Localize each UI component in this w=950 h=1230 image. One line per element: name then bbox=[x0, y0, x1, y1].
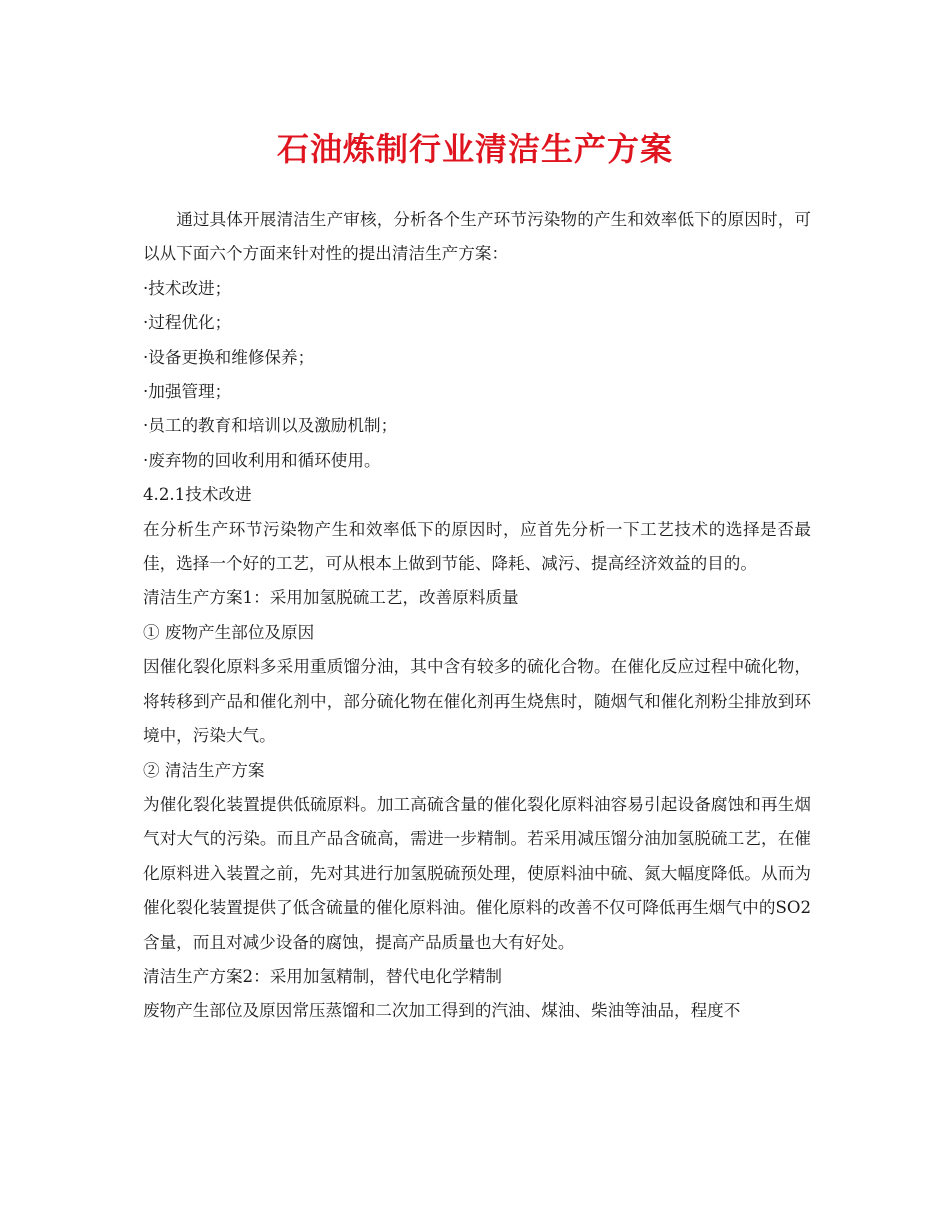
scheme2-text: 废物产生部位及原因常压蒸馏和二次加工得到的汽油、煤油、柴油等油品，程度不 bbox=[143, 1001, 741, 1021]
bullet-item: ·加强管理； bbox=[143, 382, 232, 402]
scheme2-heading: 清洁生产方案2：采用加氢精制，替代电化学精制 bbox=[143, 966, 503, 986]
bullet-item: ·废弃物的回收利用和循环使用。 bbox=[143, 450, 381, 470]
document-body bbox=[143, 203, 811, 1029]
scheme1-sub2-text: 为催化裂化装置提供低硫原料。加工高硫含量的催化裂化原料油容易引起设备腐蚀和再生烟气对大气的污染。而且产品含硫高，需进一步精制。若采用减压馏分油加氢脱硫工艺，在催化原料进入装置之前，先对其进行加氢脱硫预处理，使原料油中硫、氮大幅度降低。从而为催化裂化装置提供了低含硫量的催化原料油。催化原料的改善不仅可降低再生烟气中的SO2含量，而且对减少设备的腐蚀，提高产品质量也大有好处。 bbox=[143, 794, 811, 952]
section-heading: 4.2.1技术改进 bbox=[143, 485, 252, 505]
bullet-item: ·过程优化； bbox=[143, 313, 232, 333]
section-paragraph: 在分析生产环节污染物产生和效率低下的原因时，应首先分析一下工艺技术的选择是否最佳，选择一个好的工艺，可从根本上做到节能、降耗、减污、提高经济效益的目的。 bbox=[143, 519, 811, 574]
scheme1-sub1-text: 因催化裂化原料多采用重质馏分油，其中含有较多的硫化合物。在催化反应过程中硫化物，将转移到产品和催化剂中，部分硫化物在催化剂再生烧焦时，随烟气和催化剂粉尘排放到环境中，污染大气。 bbox=[143, 657, 811, 746]
intro-paragraph: 通过具体开展清洁生产审核，分析各个生产环节污染物的产生和效率低下的原因时，可以从下面六个方面来针对性的提出清洁生产方案： bbox=[143, 210, 811, 264]
scheme1-sub2-heading: ② 清洁生产方案 bbox=[143, 760, 265, 780]
bullet-item: ·员工的教育和培训以及激励机制； bbox=[143, 416, 398, 436]
bullet-item: ·设备更换和维修保养； bbox=[143, 347, 315, 367]
scheme1-heading: 清洁生产方案1：采用加氢脱硫工艺，改善原料质量 bbox=[143, 588, 519, 608]
document-title: 石油炼制行业清洁生产方案 bbox=[276, 130, 673, 168]
bullet-item: ·技术改进； bbox=[143, 278, 232, 298]
scheme1-sub1-heading: ① 废物产生部位及原因 bbox=[143, 622, 315, 642]
